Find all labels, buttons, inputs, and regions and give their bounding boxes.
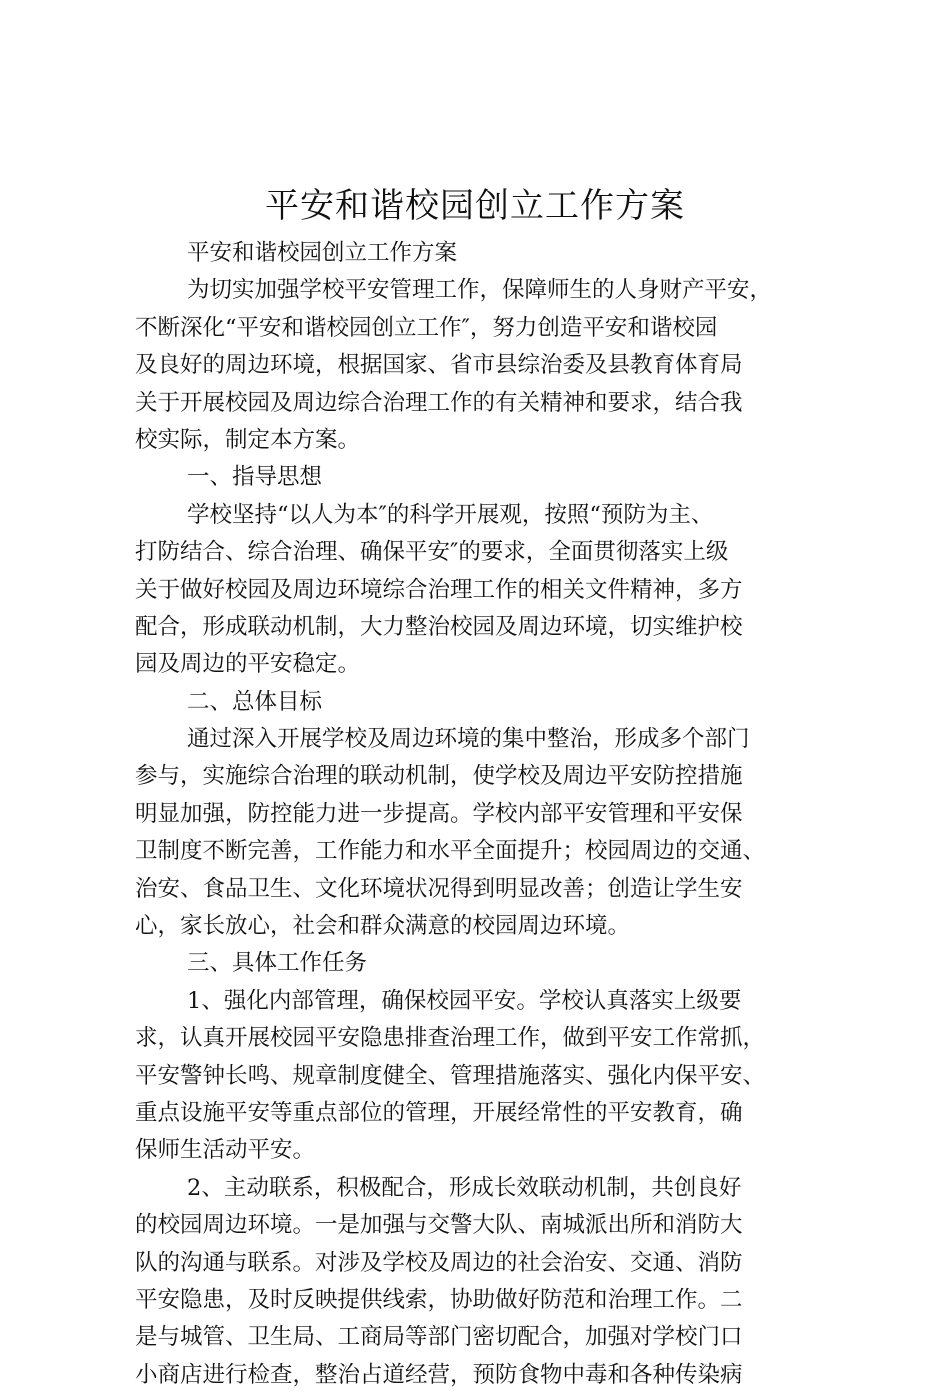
- document-line: 重点设施平安等重点部位的管理，开展经常性的平安教育，确: [135, 1099, 743, 1126]
- document-line: 保师生活动平安。: [135, 1137, 316, 1164]
- document-line: 三、具体工作任务: [187, 950, 368, 977]
- document-line: 平安和谐校园创立工作方案: [187, 240, 458, 266]
- document-line: 小商店进行检查，整治占道经营，预防食物中毒和各种传染病: [135, 1361, 743, 1388]
- document-line: 关于开展校园及周边综合治理工作的有关精神和要求，结合我: [135, 389, 743, 416]
- document-line: 打防结合、综合治理、确保平安″的要求，全面贯彻落实上级: [135, 539, 729, 566]
- document-line: 关于做好校园及周边环境综合治理工作的相关文件精神，多方: [135, 576, 743, 603]
- document-line: 卫制度不断完善，工作能力和水平全面提升；校园周边的交通、: [135, 838, 766, 865]
- document-title: 平安和谐校园创立工作方案: [265, 186, 685, 226]
- document-line: 队的沟通与联系。对涉及学校及周边的社会治安、交通、消防: [135, 1249, 743, 1276]
- document-line: 平安隐患，及时反映提供线索，协助做好防范和治理工作。二: [135, 1286, 743, 1313]
- document-line: 1、强化内部管理，确保校园平安。学校认真落实上级要: [187, 987, 742, 1014]
- document-line: 治安、食品卫生、文化环境状况得到明显改善；创造让学生安: [135, 875, 743, 902]
- document-line: 2、主动联系，积极配合，形成长效联动机制，共创良好: [187, 1174, 742, 1201]
- document-line: 二、总体目标: [187, 688, 323, 715]
- document-line: 参与，实施综合治理的联动机制，使学校及周边平安防控措施: [135, 763, 743, 790]
- document-line: 明显加强，防控能力进一步提高。学校内部平安管理和平安保: [135, 800, 743, 827]
- document-line: 为切实加强学校平安管理工作，保障师生的人身财产平安，: [187, 277, 773, 304]
- document-line: 配合，形成联动机制，大力整治校园及周边环境，切实维护校: [135, 613, 743, 640]
- document-line: 通过深入开展学校及周边环境的集中整治，形成多个部门: [187, 726, 750, 753]
- document-line: 学校坚持“以人为本″的科学开展观，按照“预防为主、: [187, 501, 714, 528]
- document-line: 的校园周边环境。一是加强与交警大队、南城派出所和消防大: [135, 1212, 743, 1239]
- document-line: 心，家长放心，社会和群众满意的校园周边环境。: [135, 913, 631, 940]
- document-line: 是与城管、卫生局、工商局等部门密切配合，加强对学校门口: [135, 1324, 743, 1351]
- document-line: 园及周边的平安稳定。: [135, 651, 361, 678]
- document-line: 校实际，制定本方案。: [135, 426, 361, 453]
- document-body: [135, 235, 835, 1394]
- document-line: 不断深化“平安和谐校园创立工作″，努力创造平安和谐校园: [135, 314, 718, 341]
- document-line: 一、指导思想: [187, 464, 323, 491]
- document-line: 求，认真开展校园平安隐患排查治理工作，做到平安工作常抓，: [135, 1025, 766, 1052]
- document-line: 平安警钟长鸣、规章制度健全、管理措施落实、强化内保平安、: [135, 1062, 766, 1089]
- document-line: 及良好的周边环境，根据国家、省市县综治委及县教育体育局: [135, 352, 743, 379]
